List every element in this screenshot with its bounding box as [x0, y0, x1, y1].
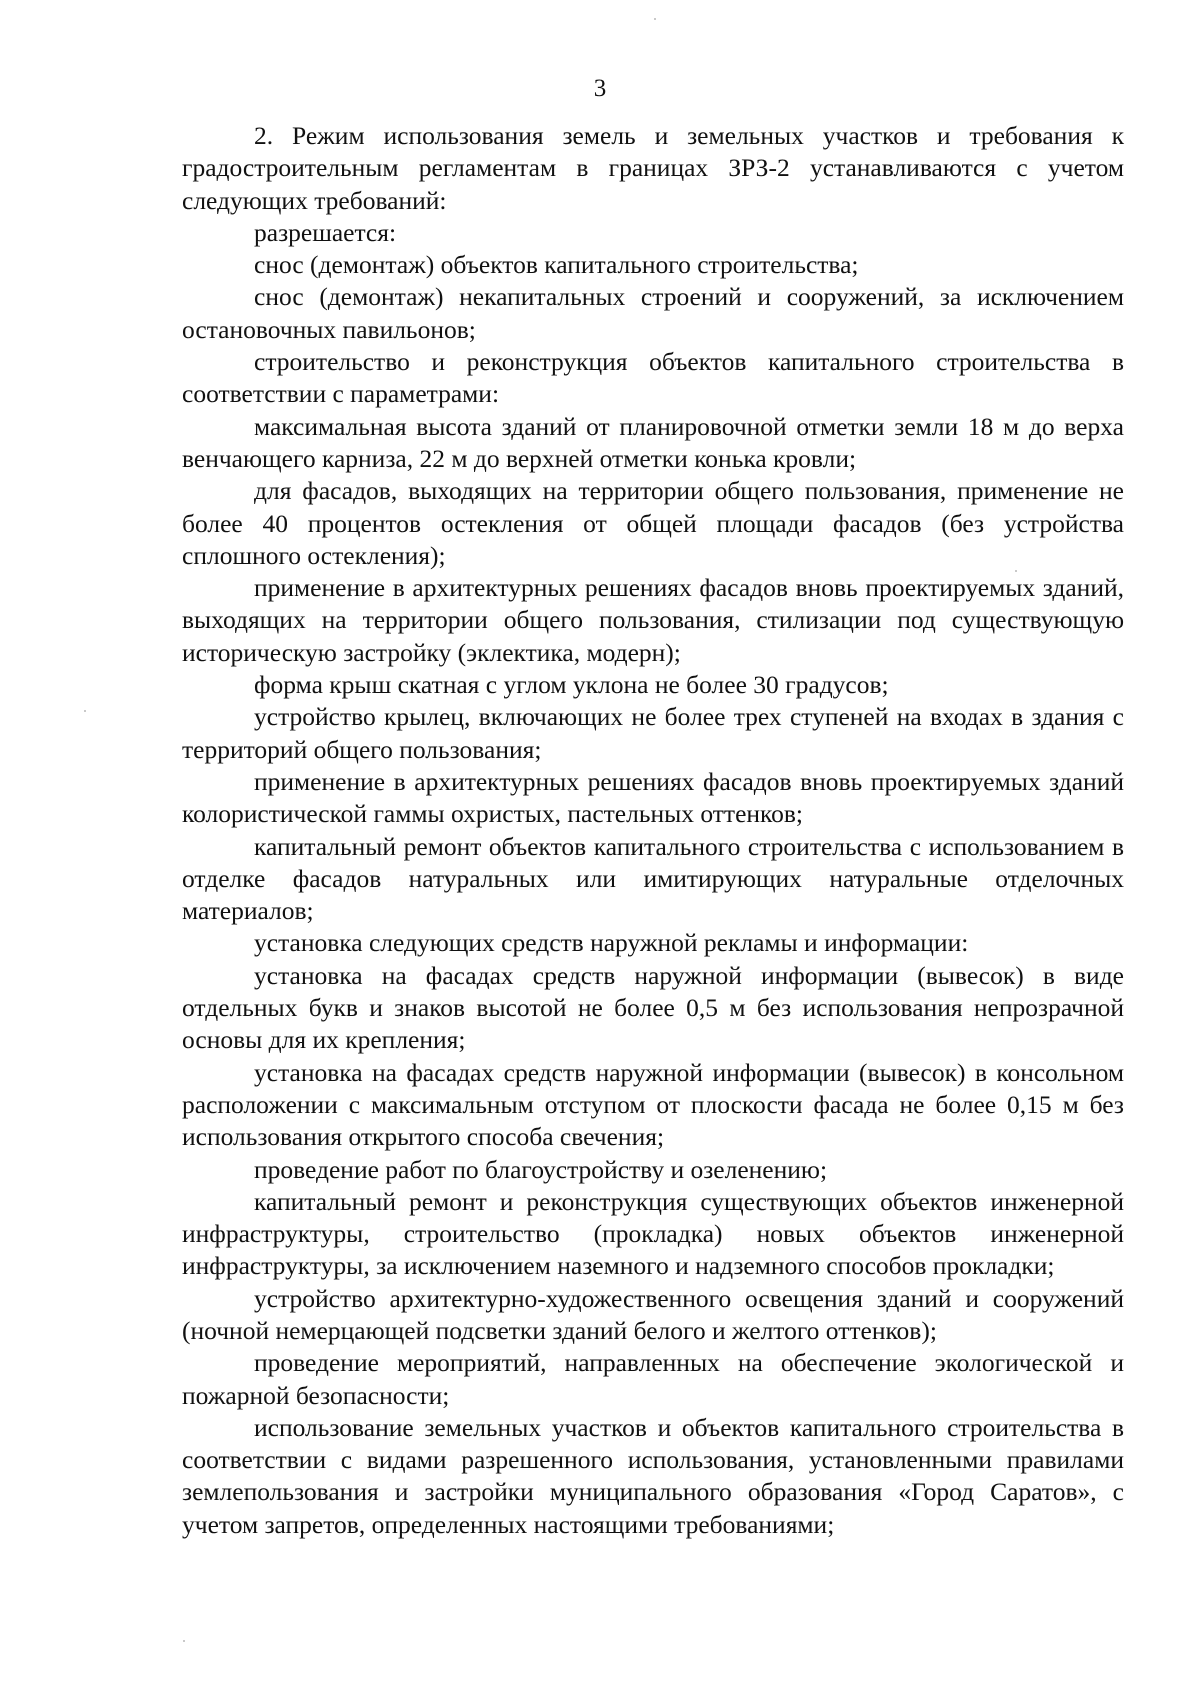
- paragraph: использование земельных участков и объектов капитального строительства в соответствии с видами разрешенного использования, установленными правилами землепользования и застройки муниципального образования «Город Саратов», с учетом запретов, определенных настоящими требованиями;: [182, 1412, 1124, 1539]
- scan-speck: [84, 710, 86, 712]
- paragraph: строительство и реконструкция объектов капитального строительства в соответствии с параметрами:: [182, 347, 1124, 409]
- scan-speck: [183, 1640, 185, 1642]
- paragraph: установка на фасадах средств наружной информации (вывесок) в виде отдельных букв и знаков высотой не более 0,5 м без использования непрозрачной основы для их крепления;: [182, 960, 1124, 1055]
- paragraph: устройство архитектурно-художественного освещения зданий и сооружений (ночной немерцающей подсветки зданий белого и желтого оттенков);: [182, 1283, 1124, 1345]
- paragraph: установка на фасадах средств наружной информации (вывесок) в консольном расположении с максимальным отступом от плоскости фасада не более 0,15 м без использования открытого способа свечения;: [182, 1057, 1124, 1152]
- paragraph: проведение мероприятий, направленных на обеспечение экологической и пожарной безопасности;: [182, 1348, 1124, 1410]
- paragraph: применение в архитектурных решениях фасадов вновь проектируемых зданий колористической гаммы охристых, пастельных оттенков;: [182, 766, 1124, 829]
- paragraph: применение в архитектурных решениях фасадов вновь проектируемых зданий, выходящих на территории общего пользования, стилизации под существующую историческую застройку (эклектика, модерн);: [182, 573, 1124, 667]
- document-body: [182, 120, 1124, 1541]
- paragraph: снос (демонтаж) объектов капитального строительства;: [254, 250, 859, 280]
- paragraph: максимальная высота зданий от планировочной отметки земли 18 м до верха венчающего карниза, 22 м до верхней отметки конька кровли;: [182, 411, 1124, 473]
- paragraph: проведение работ по благоустройству и озеленению;: [254, 1154, 828, 1184]
- paragraph: устройство крылец, включающих не более трех ступеней на входах в здания с территорий общего пользования;: [182, 702, 1124, 764]
- page-number: 3: [593, 75, 607, 102]
- paragraph: для фасадов, выходящих на территории общего пользования, применение не более 40 процентов остекления от общей площади фасадов (без устройства сплошного остекления);: [182, 476, 1124, 570]
- paragraph: капитальный ремонт и реконструкция существующих объектов инженерной инфраструктуры, строительство (прокладка) новых объектов инженерной инфраструктуры, за исключением наземного и надземного способов прокладки;: [182, 1186, 1124, 1281]
- paragraph: снос (демонтаж) некапитальных строений и сооружений, за исключением остановочных павильонов;: [182, 282, 1124, 344]
- paragraph: 2. Режим использования земель и земельных участков и требования к градостроительным регламентам в границах ЗРЗ-2 устанавливаются с учетом следующих требований:: [182, 121, 1124, 215]
- paragraph: форма крыш скатная с углом уклона не более 30 градусов;: [254, 670, 889, 700]
- scan-speck: [1015, 570, 1017, 572]
- paragraph: разрешается:: [254, 217, 397, 247]
- paragraph: установка следующих средств наружной рекламы и информации:: [254, 928, 969, 958]
- scan-speck: [654, 18, 656, 20]
- paragraph: капитальный ремонт объектов капитального строительства с использованием в отделке фасадов натуральных или имитирующих натуральные отделочных материалов;: [182, 831, 1124, 926]
